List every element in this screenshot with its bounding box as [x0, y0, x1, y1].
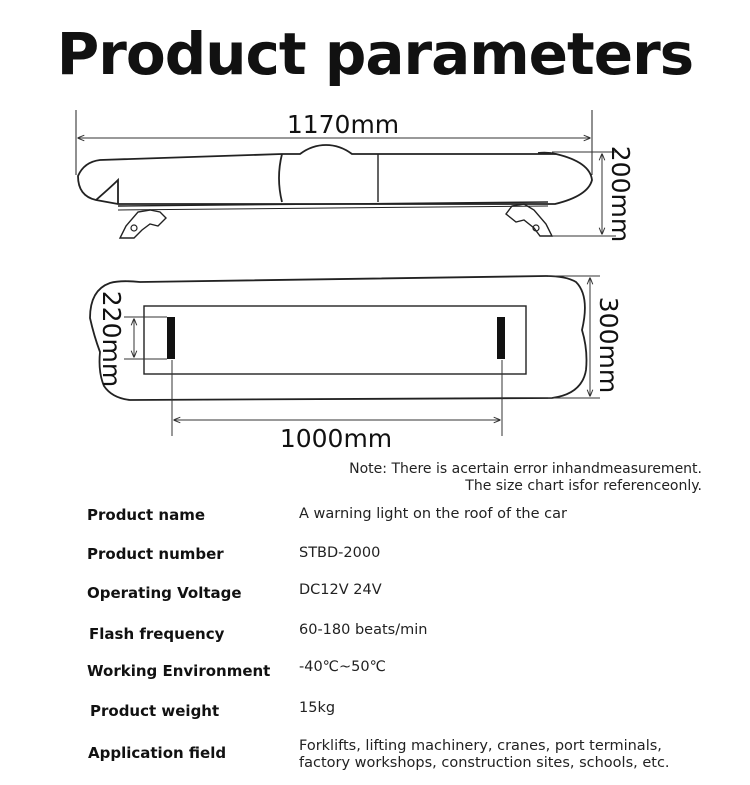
width-label: 300mm: [594, 296, 623, 394]
spec-value: 60-180 beats/min: [299, 622, 428, 638]
height-label: 200mm: [606, 145, 635, 243]
spec-label: Operating Voltage: [87, 584, 242, 602]
length-label: 1170mm: [286, 110, 400, 139]
note-line-2: The size chart isfor referenceonly.: [465, 478, 702, 494]
top-view: [90, 276, 587, 400]
measurement-note: [349, 461, 702, 495]
spec-value-line-2: factory workshops, construction sites, schools, etc.: [299, 755, 670, 771]
spec-value: STBD-2000: [299, 545, 381, 561]
spec-label: Product weight: [90, 702, 220, 720]
spec-label: Product name: [87, 506, 206, 524]
spec-value: DC12V 24V: [299, 582, 382, 598]
spec-value: [299, 738, 670, 772]
spec-value: -40℃~50℃: [299, 659, 386, 675]
inner-width-label: 220mm: [97, 290, 126, 388]
spec-label: Flash frequency: [89, 625, 225, 643]
spec-label: Product number: [87, 545, 224, 563]
page-title: Product parameters: [56, 20, 694, 88]
bracket-span-label: 1000mm: [279, 424, 393, 453]
spec-value-line-1: Forklifts, lifting machinery, cranes, port terminals,: [299, 738, 662, 754]
spec-label: Working Environment: [87, 662, 271, 680]
spec-value: A warning light on the roof of the car: [299, 506, 567, 522]
spec-value: 15kg: [299, 700, 336, 716]
spec-label: Application field: [88, 744, 227, 762]
note-line-1: Note: There is acertain error inhandmeasurement.: [349, 461, 702, 477]
